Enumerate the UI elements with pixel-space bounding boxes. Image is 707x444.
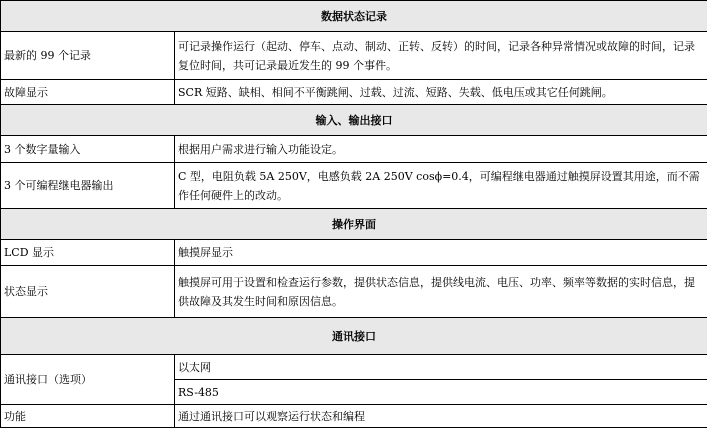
row-value: 根据用户需求进行输入功能设定。 xyxy=(175,136,707,163)
section-header-row xyxy=(1,105,707,136)
row-value: 可记录操作运行（起动、停车、点动、制动、正转、反转）的时间，记录各种异常情况或故障的时间，记录复位时间，共可记录最近发生的 99 个事件。 xyxy=(175,32,707,80)
row-value: 通过通讯接口可以观察运行状态和编程 xyxy=(175,405,707,428)
table-row xyxy=(1,355,707,380)
section-header-row xyxy=(1,318,707,355)
row-label: 3 个数字量输入 xyxy=(1,136,175,163)
row-value: 触摸屏可用于设置和检查运行参数，提供状态信息，提供线电流、电压、功率、频率等数据的实时信息，提供故障及其发生时间和原因信息。 xyxy=(175,266,707,318)
row-value: SCR 短路、缺相、相间不平衡跳闸、过载、过流、短路、失载、低电压或其它任何跳闸。 xyxy=(175,80,707,105)
section-header-row xyxy=(1,209,707,240)
row-value: 以太网 xyxy=(175,355,707,380)
row-label: 3 个可编程继电器输出 xyxy=(1,163,175,209)
row-value: RS-485 xyxy=(175,380,707,405)
section-title: 通讯接口 xyxy=(1,318,707,355)
row-value: C 型，电阻负载 5A 250V，电感负载 2A 250V cosϕ=0.4，可编程继电器通过触摸屏设置其用途，而不需作任何硬件上的改动。 xyxy=(175,163,707,209)
table-row xyxy=(1,405,707,428)
row-label: 状态显示 xyxy=(1,266,175,318)
table-row xyxy=(1,266,707,318)
table-row xyxy=(1,136,707,163)
row-label: 通讯接口（选项） xyxy=(1,355,175,405)
section-title: 输入、输出接口 xyxy=(1,105,707,136)
row-label: 功能 xyxy=(1,405,175,428)
row-label: 故障显示 xyxy=(1,80,175,105)
row-label: LCD 显示 xyxy=(1,240,175,266)
table-row xyxy=(1,163,707,209)
section-title: 数据状态记录 xyxy=(1,1,707,32)
table-row xyxy=(1,32,707,80)
section-header-row xyxy=(1,1,707,32)
row-value: 触摸屏显示 xyxy=(175,240,707,266)
table-row xyxy=(1,240,707,266)
row-label: 最新的 99 个记录 xyxy=(1,32,175,80)
table-row xyxy=(1,80,707,105)
section-title: 操作界面 xyxy=(1,209,707,240)
